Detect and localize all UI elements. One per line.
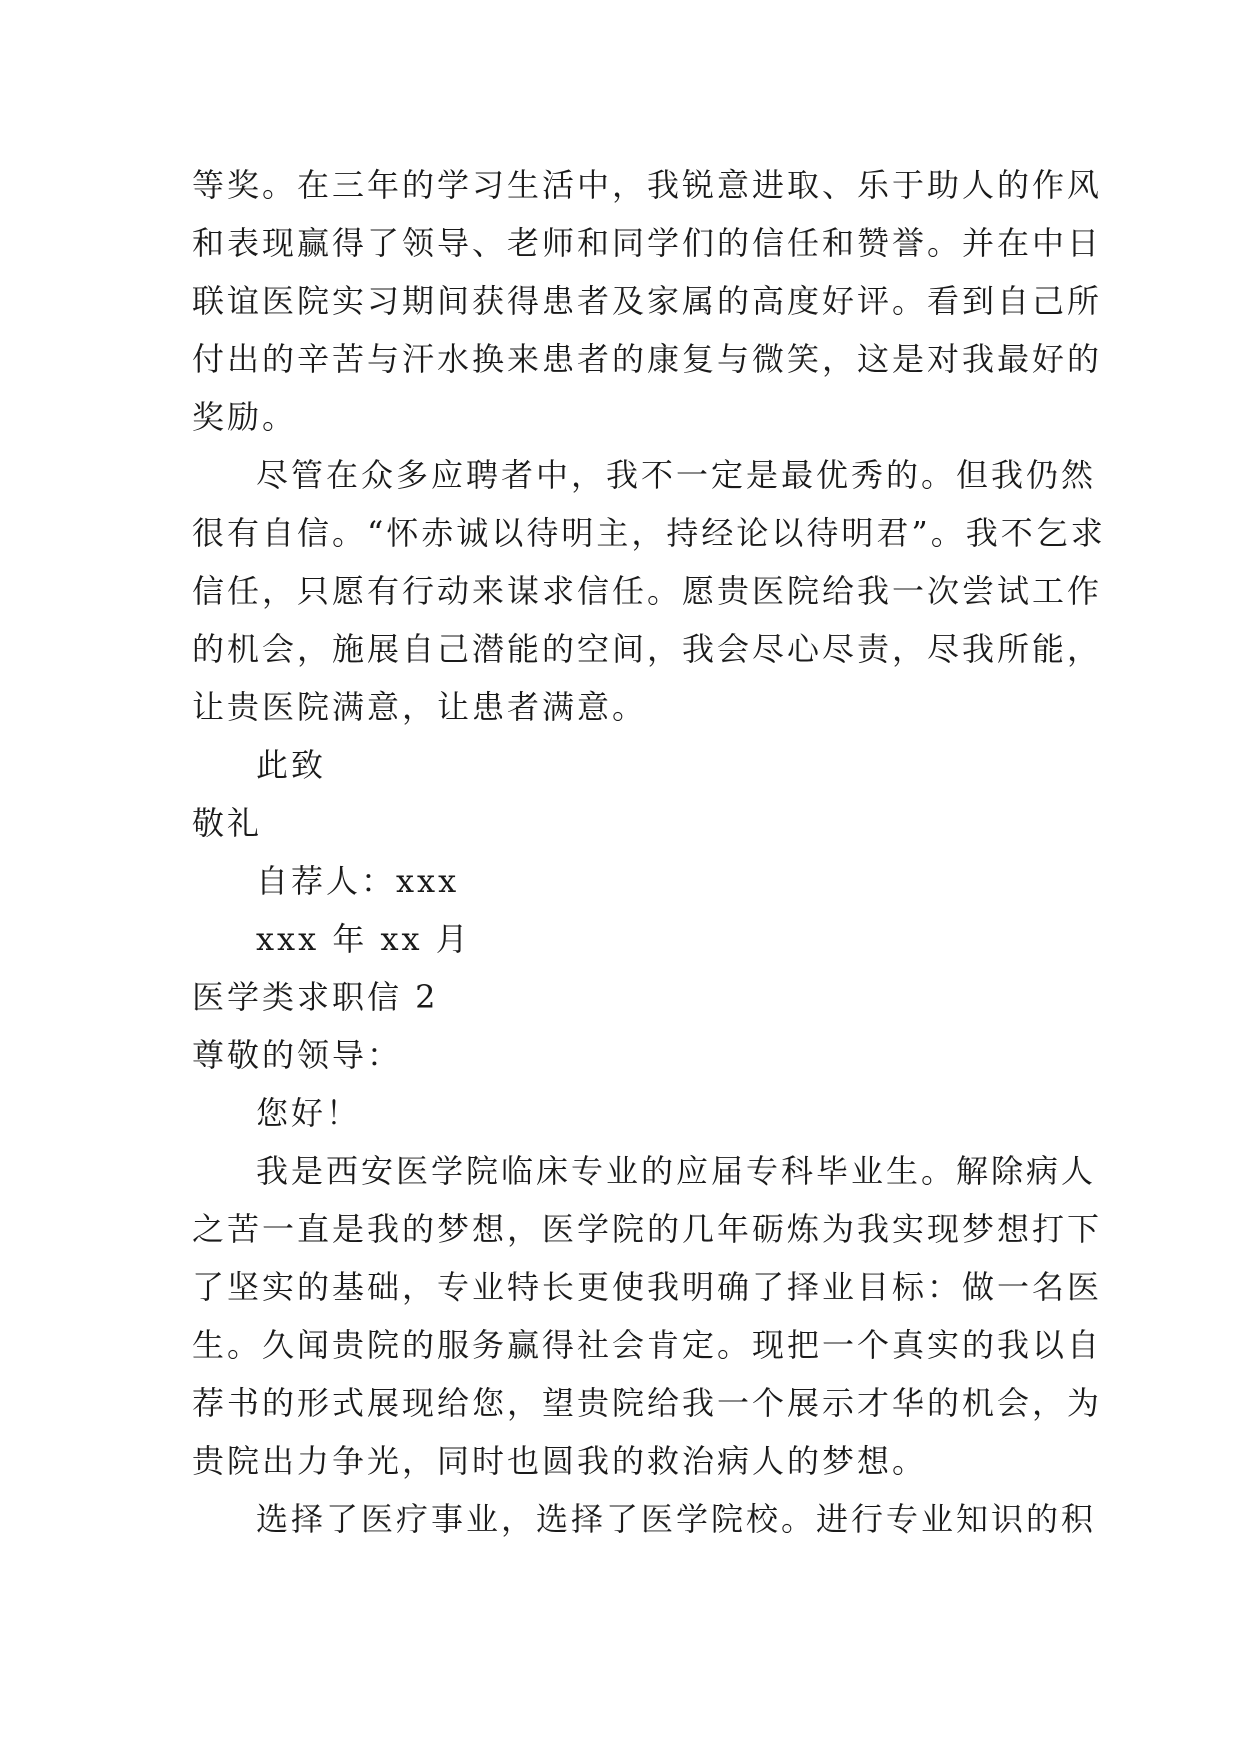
text-line: 我是西安医学院临床专业的应届专科毕业生。解除病人 (256, 1152, 1097, 1190)
text-line: 了坚实的基础，专业特长更使我明确了择业目标：做一名医 (192, 1268, 1103, 1306)
text-line: 让贵医院满意，让患者满意。 (192, 688, 648, 726)
text-line: 贵院出力争光，同时也圆我的救治病人的梦想。 (192, 1442, 928, 1480)
greeting-hello: 您好！ (256, 1094, 362, 1132)
date-line: xxx 年 xx 月 (256, 920, 471, 958)
signature-line: 自荐人：xxx (256, 862, 460, 900)
text-line: 和表现赢得了领导、老师和同学们的信任和赞誉。并在中日 (192, 224, 1103, 262)
closing-regards: 敬礼 (192, 804, 263, 842)
section-heading: 医学类求职信 2 (192, 978, 439, 1016)
text-line: 荐书的形式展现给您，望贵院给我一个展示才华的机会，为 (192, 1384, 1103, 1422)
text-line: 尽管在众多应聘者中，我不一定是最优秀的。但我仍然 (256, 456, 1097, 494)
text-line: 选择了医疗事业，选择了医学院校。进行专业知识的积 (256, 1500, 1097, 1538)
text-line: 的机会，施展自己潜能的空间，我会尽心尽责，尽我所能， (192, 630, 1103, 668)
text-line: 奖励。 (192, 398, 298, 436)
text-line: 很有自信。“怀赤诚以待明主，持经论以待明君”。我不乞求 (192, 514, 1106, 552)
closing-salutation: 此致 (256, 746, 327, 784)
letter-body (192, 156, 1106, 1548)
text-line: 等奖。在三年的学习生活中，我锐意进取、乐于助人的作风 (192, 166, 1103, 204)
text-line: 之苦一直是我的梦想，医学院的几年砺炼为我实现梦想打下 (192, 1210, 1103, 1248)
text-line: 信任，只愿有行动来谋求信任。愿贵医院给我一次尝试工作 (192, 572, 1103, 610)
text-line: 联谊医院实习期间获得患者及家属的高度好评。看到自己所 (192, 282, 1103, 320)
greeting-line: 尊敬的领导： (192, 1036, 403, 1074)
text-line: 付出的辛苦与汗水换来患者的康复与微笑，这是对我最好的 (192, 340, 1103, 378)
text-line: 生。久闻贵院的服务赢得社会肯定。现把一个真实的我以自 (192, 1326, 1103, 1364)
